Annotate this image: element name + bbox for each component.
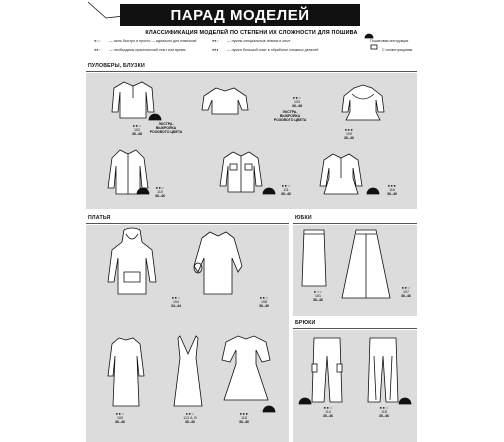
model-105-sizes: 36–46 [115,420,125,425]
model-113-label [176,412,204,425]
model-102-note: ЭКСТРА- ВЫКРОЙКА РОЗОВОГО ЦВЕТА [149,122,183,134]
model-101-difficulty: ●○○ [313,289,323,294]
model-113-drawing [168,334,208,410]
model-103-difficulty: ●●○ [292,95,302,100]
model-111-sizes: 36–46 [281,192,291,197]
legend-dots-5: ●●● [212,48,219,52]
model-116-drawing [318,150,364,198]
model-102-sizes: 36–48 [132,132,142,137]
model-104-number: 104 [173,300,179,305]
model-108-difficulty: ●●○ [259,295,269,300]
model-115-sizes: 36–46 [379,414,389,419]
model-111-number: 111 [283,188,289,193]
section-skirts-rule [293,223,417,224]
model-114-instruction-icon [298,396,312,404]
model-115-difficulty: ●●○ [379,405,389,410]
section-trousers-heading: БРЮКИ [295,320,316,326]
model-115-number: 115 [381,410,387,415]
model-109-drawing [340,82,386,124]
model-115-instruction-icon [398,396,412,404]
model-108-number: 108 [261,300,267,305]
model-102-instruction-icon [148,112,162,120]
page-subtitle: КЛАССИФИКАЦИЯ МОДЕЛЕЙ ПО СТЕПЕНИ ИХ СЛОЖНОСТИ ДЛЯ ПОШИВА [145,30,358,36]
model-110-difficulty: ●●○ [155,185,165,190]
model-113-number: 113 А, В [183,416,197,421]
model-101-number: 101 [315,294,321,299]
model-118-difficulty: ●●● [239,411,249,416]
model-116-label [380,184,404,197]
instruction-icon [364,31,374,39]
model-108-sizes: 36–46 [259,304,269,309]
model-108-label [252,296,276,309]
legend-text-2: — нужны специальные знания и опыт [227,39,291,43]
model-111-difficulty: ●●○ [281,183,291,188]
model-105-difficulty: ●●○ [115,411,125,416]
legend-text-3: Пошаговая инструкция [370,39,409,43]
legend-dots-1: ●○○ [94,39,101,43]
model-110-number: 110 [157,190,163,195]
model-101-drawing [300,228,328,288]
model-105-label [108,412,132,425]
model-116-difficulty: ●●● [387,183,397,188]
model-104-label [164,296,188,309]
model-103-drawing [200,84,250,118]
model-107-number: 107 [403,290,409,295]
legend-text-6: С иллюстрациями [382,48,413,52]
model-111-drawing [218,148,264,196]
model-105-drawing [104,334,148,410]
section-dresses-heading: ПЛАТЬЯ [88,215,111,221]
model-107-drawing [340,228,392,300]
model-103-note: ЭКСТРА- ВЫКРОЙКА РОЗОВОГО ЦВЕТА [273,110,307,122]
model-118-label [232,412,256,425]
model-101-sizes: 36–46 [313,298,323,303]
model-107-difficulty: ●●○ [401,285,411,290]
model-114-drawing [310,336,344,404]
model-103-sizes: 36–48 [292,104,302,109]
section-tops-heading: ПУЛОВЕРЫ, БЛУЗКИ [88,63,145,69]
model-116-number: 116 [389,188,395,193]
model-118-number: 118 [241,416,247,421]
model-107-label [394,286,418,299]
model-108-drawing [192,228,244,300]
model-103-number: 103 [294,100,300,105]
illustration-icon [370,44,378,50]
model-110-label [148,186,172,199]
model-114-difficulty: ●●○ [323,405,333,410]
section-skirts-heading: ЮБКИ [295,215,312,221]
legend-text-5: — нужен большой опыт в обработке сложных деталей [227,48,319,52]
model-101-label [306,290,330,303]
model-104-drawing [106,228,158,300]
page-title: ПАРАД МОДЕЛЕЙ [120,4,360,26]
model-110-sizes: 36–46 [155,194,165,199]
model-113-sizes: 36–46 [185,420,195,425]
model-118-drawing [220,332,272,406]
legend-dots-4: ●●○ [94,48,101,52]
model-102-number: 102 [134,128,140,133]
model-105-number: 105 [117,416,123,421]
model-111-label [274,184,298,197]
model-109-sizes: 36–46 [344,136,354,141]
section-tops-rule [86,71,417,72]
model-118-sizes: 36–46 [239,420,249,425]
model-113-difficulty: ●●○ [185,411,195,416]
model-116-instruction-icon [366,186,380,194]
model-104-difficulty: ●●○ [171,295,181,300]
model-103-label [284,96,310,109]
model-115-label [372,406,396,419]
section-trousers-rule [293,328,417,329]
model-107-sizes: 36–46 [401,294,411,299]
model-104-sizes: 34–44 [171,304,181,309]
legend-text-1: — шить быстро и просто — идеально для новичков! [109,39,197,43]
model-118-instruction-icon [262,404,276,412]
legend-dots-2: ●●○ [212,39,219,43]
legend-text-4: — необходимы практический опыт или время [109,48,186,52]
model-109-difficulty: ●●● [344,127,354,132]
model-116-sizes: 36–46 [387,192,397,197]
model-114-number: 114 [325,410,331,415]
section-dresses-rule [86,223,289,224]
model-114-sizes: 36–46 [323,414,333,419]
model-109-label [336,128,362,141]
model-114-label [316,406,340,419]
model-115-drawing [366,336,400,404]
model-102-difficulty: ●●○ [132,123,142,128]
model-109-number: 109 [346,132,352,137]
